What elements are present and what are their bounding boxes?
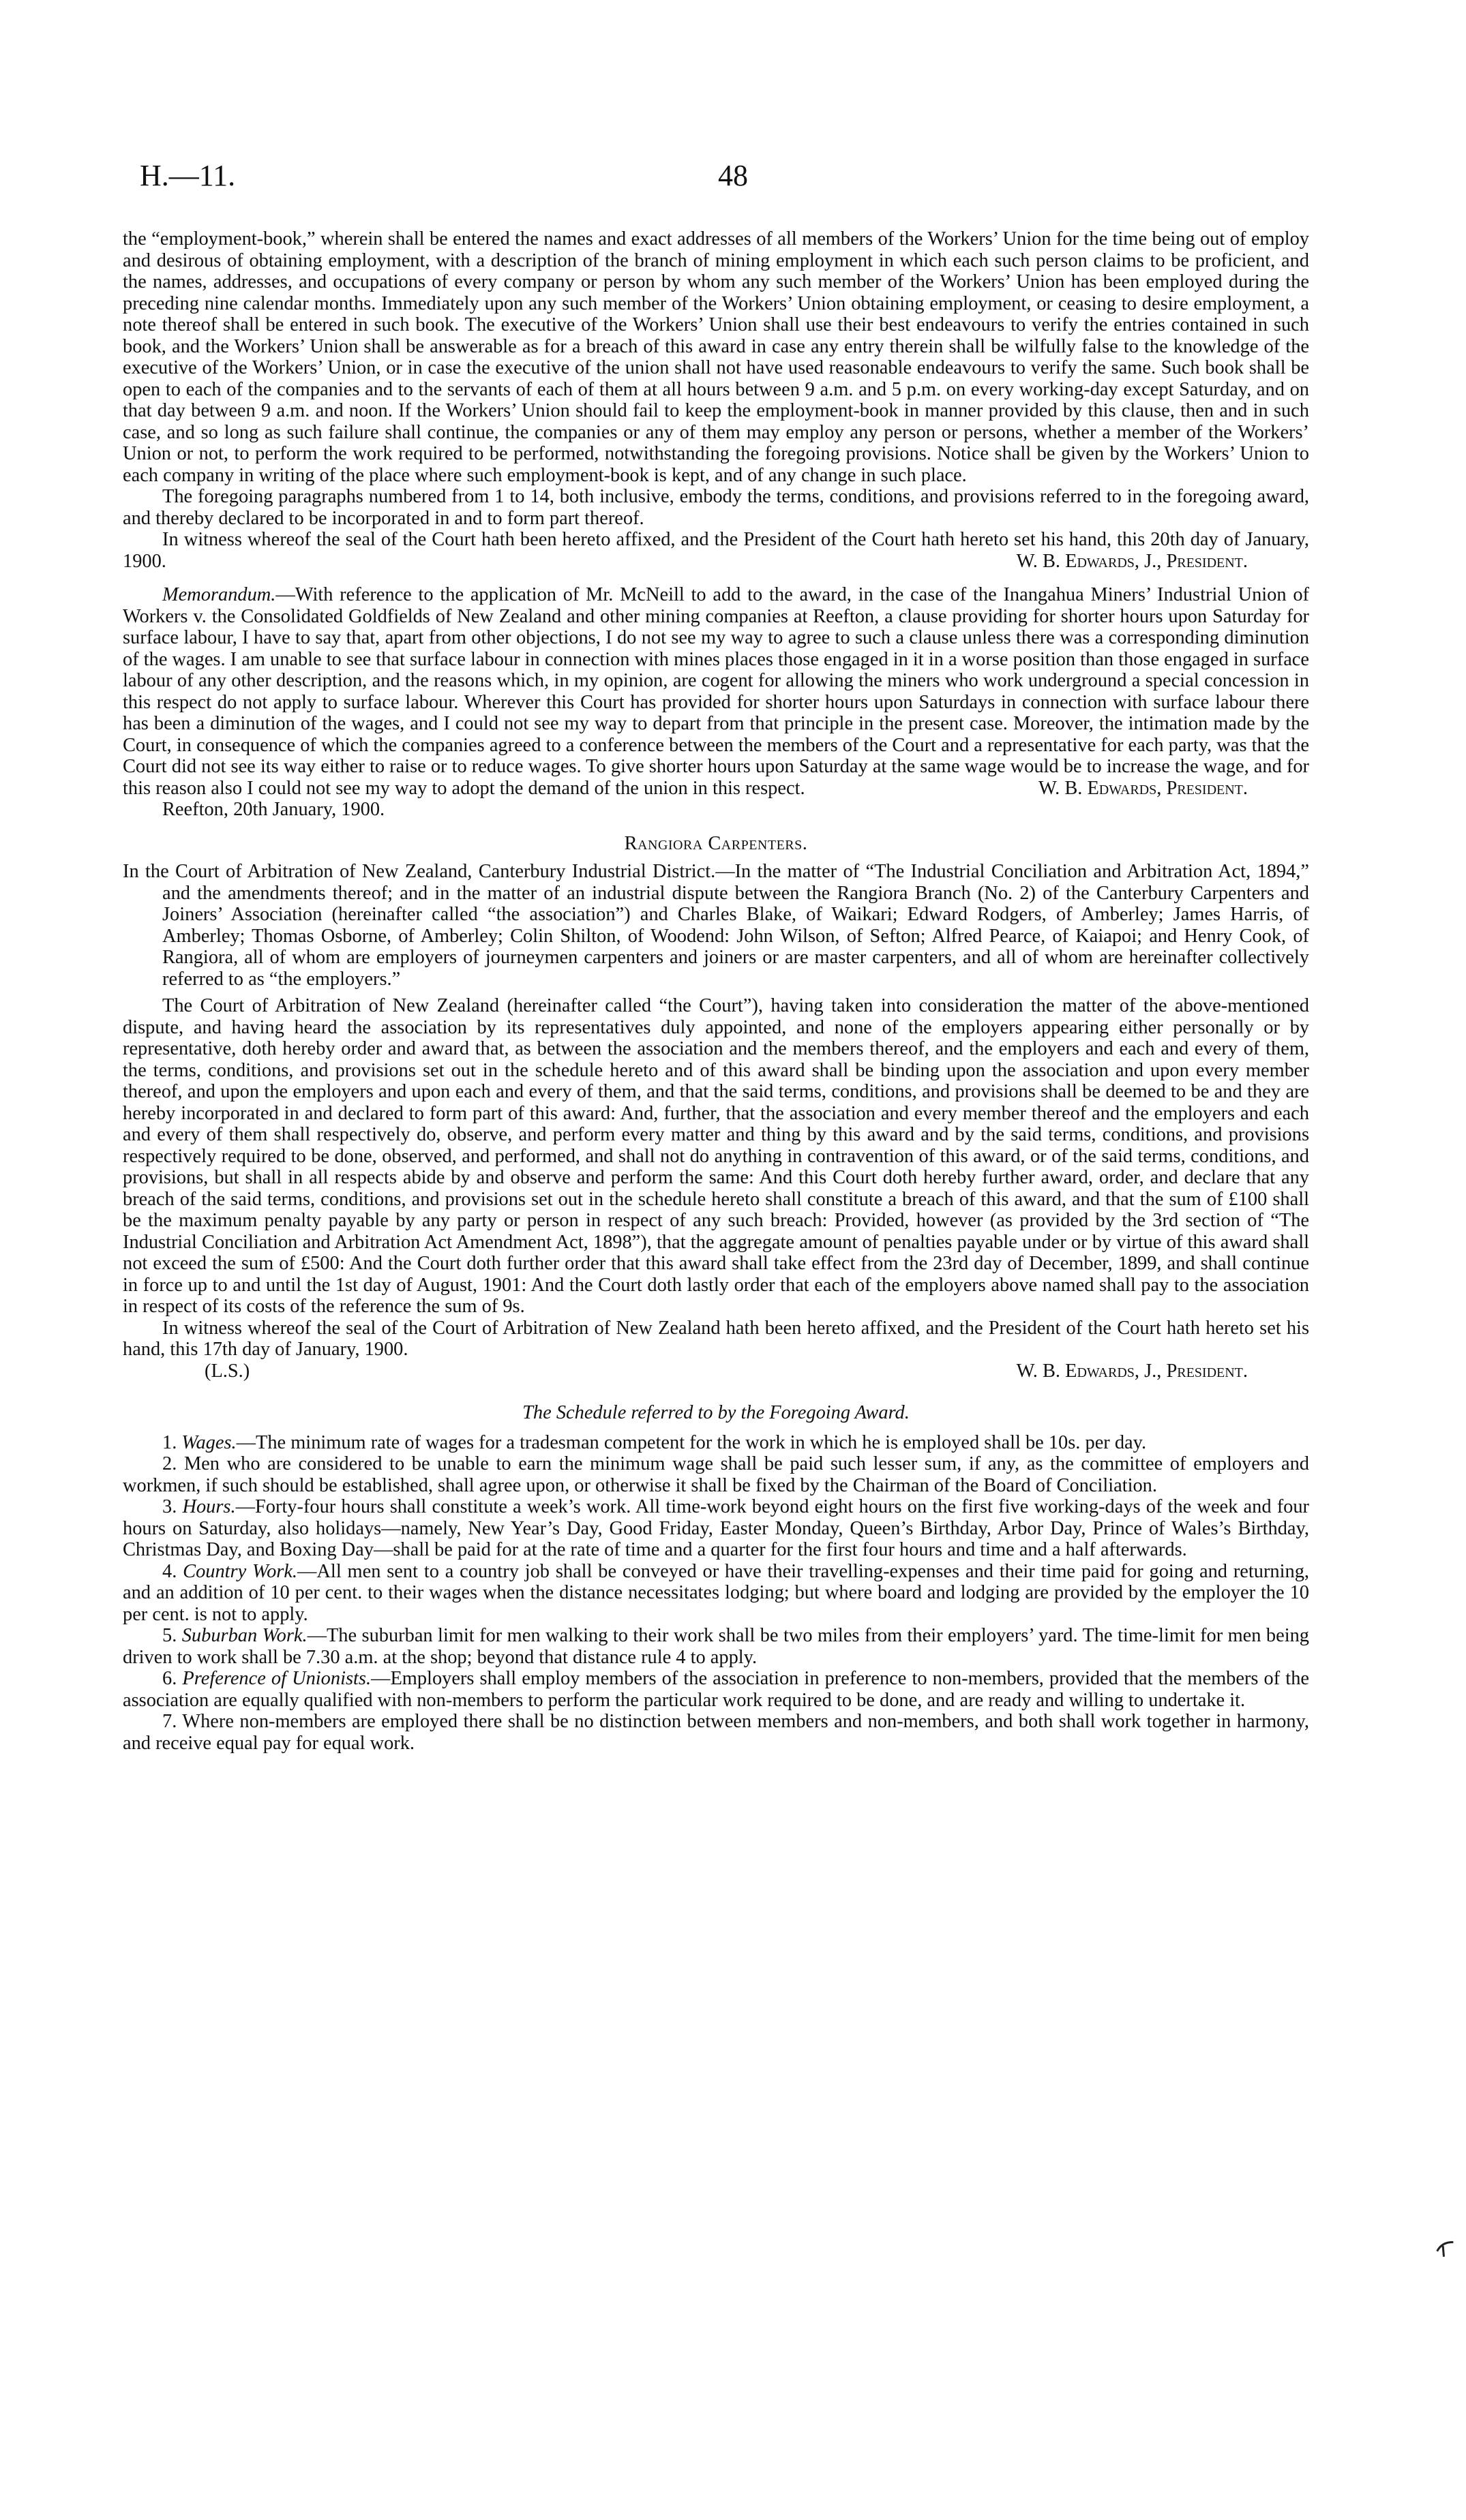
schedule-item: 6. Preference of Unionists.—Employers shall employ members of the association in preference to non-members, provided that the members of the association are equally qualified with non-members to perform the particular work required to be done, and are ready and willing to undertake it. bbox=[123, 1668, 1309, 1711]
continuation-paragraph: the “employment-book,” wherein shall be entered the names and exact addresses of all members of the Workers’ Union for the time being out of employ and desirous of obtaining employment, with a description of the branch of mining employment in which each such person claims to be proficient, and the names, addresses, and occupations of every company or person by whom any such member of the Workers’ Union has been employed during the preceding nine calendar months. Immediately upon any such member of the Workers’ Union obtaining employment, or ceasing to desire employment, a note thereof shall be entered in such book. The executive of the Workers’ Union shall use their best endeavours to verify the entries contained in such book, and the Workers’ Union shall be answerable as for a breach of this award in case any entry therein shall be wilfully false to the knowledge of the executive of the Workers’ Union, or in case the executive of the union shall not have used reasonable endeavours to verify the same. Such book shall be open to each of the companies and to the servants of each of them at all hours between 9 a.m. and 5 p.m. on every working-day except Saturday, and on that day between 9 a.m. and noon. If the Workers’ Union should fail to keep the employment-book in manner provided by this clause, then and in such case, and so long as such failure shall continue, the companies or any of them may employ any person or persons, whether a member of the Workers’ Union or not, to perform the work required to be performed, notwithstanding the foregoing provisions. Notice shall be given by the Workers’ Union to each company in writing of the place where such employment-book is kept, and of any change in such place. bbox=[123, 228, 1309, 486]
foregoing-paragraph: The foregoing paragraphs numbered from 1 to 14, both inclusive, embody the terms, conditions, and provisions referred to in the foregoing award, and thereby declared to be incorporated in and to form part thereof. bbox=[123, 486, 1309, 529]
witness-text: In witness whereof the seal of the Court hath been hereto affixed, and the President of the Court hath hereto set his hand, this 20th day of January, 1900. bbox=[123, 529, 1309, 572]
rangiora-signature: W. B. Edwards, J., President. bbox=[1016, 1360, 1248, 1382]
signature-1: W. B. Edwards, J., President. bbox=[1016, 550, 1248, 572]
margin-scan-mark bbox=[1432, 2230, 1458, 2266]
document-body bbox=[123, 228, 1309, 1754]
memorandum-label: Memorandum. bbox=[162, 584, 276, 605]
rangiora-signature-line bbox=[123, 1361, 1309, 1382]
memorandum-paragraph bbox=[123, 584, 1309, 799]
schedule-item: 1. Wages.—The minimum rate of wages for a tradesman competent for the work in which he is employed shall be 10s. per day. bbox=[162, 1431, 1147, 1453]
seal-mark: (L.S.) bbox=[205, 1360, 250, 1382]
schedule-item: 5. Suburban Work.—The suburban limit for men walking to their work shall be two miles from their employers’ yard. The time-limit for men being driven to work shall be 7.30 a.m. at the shop; beyond that distance rule 4 to apply. bbox=[123, 1625, 1309, 1668]
document-reference: H.—11. bbox=[140, 159, 236, 192]
scan-mark-icon bbox=[1433, 2235, 1458, 2260]
rangiora-witness: In witness whereof the seal of the Court of Arbitration of New Zealand hath been hereto affixed, and the President of the Court hath hereto set his hand, this 17th day of January, 1900. bbox=[123, 1317, 1309, 1360]
memorandum-text: —With reference to the application of Mr. McNeill to add to the award, in the case of the Inangahua Miners’ Industrial Union of Workers v. the Consolidated Goldfields of New Zealand and other mining companies at Reefton, a clause providing for shorter hours upon Saturday for surface labour, I have to say that, apart from other objections, I do not see my way to agree to such a clause unless there was a corresponding diminution of the wages. I am unable to see that surface labour in connection with mines places those engaged in it in a worse position than those engaged in surface labour of any other description, and the reasons which, in my opinion, are cogent for allowing the miners who work underground a special concession in this respect do not apply to surface labour. Wherever this Court has provided for shorter hours upon Saturdays in connection with surface labour there has been a diminution of the wages, and I could not see my way to depart from that principle in the present case. Moreover, the intimation made by the Court, in consequence of which the companies agreed to a conference between the members of the Court and a representative for each party, was that the Court did not see its way either to raise or to reduce wages. To give shorter hours upon Saturday at the same wage would be to increase the wage, and for this reason also I could not see my way to adopt the demand of the union in this respect. bbox=[123, 584, 1309, 799]
witness-paragraph bbox=[123, 529, 1309, 572]
schedule-item: 7. Where non-members are employed there shall be no distinction between members and non-members, and both shall work together in harmony, and receive equal pay for equal work. bbox=[123, 1711, 1309, 1754]
schedule-item: 2. Men who are considered to be unable to earn the minimum wage shall be paid such lesser sum, if any, as the committee of employers and workmen, if such should be established, shall agree upon, or otherwise it shall be fixed by the Chairman of the Board of Conciliation. bbox=[123, 1453, 1309, 1496]
memorandum-place-date: Reefton, 20th January, 1900. bbox=[162, 799, 385, 820]
schedule-title: The Schedule referred to by the Foregoing Award. bbox=[522, 1402, 910, 1423]
schedule-item: 3. Hours.—Forty-four hours shall constitute a week’s work. All time-work beyond eight hours on the first five working-days of the week and four hours on Saturday, also holidays—namely, New Year’s Day, Good Friday, Easter Monday, Queen’s Birthday, Arbor Day, Prince of Wales’s Birthday, Christmas Day, and Boxing Day—shall be paid for at the rate of time and a quarter for the first four hours and time and a half afterwards. bbox=[123, 1496, 1309, 1560]
page-number: 48 bbox=[718, 159, 748, 192]
schedule-item: 4. Country Work.—All men sent to a country job shall be conveyed or have their travelling-expenses and their time paid for going and returning, and an addition of 10 per cent. to their wages when the distance necessitates lodging; but where board and lodging are provided by the employer the 10 per cent. is not to apply. bbox=[123, 1560, 1309, 1625]
section-title-rangiora: Rangiora Carpenters. bbox=[624, 832, 808, 854]
rangiora-intro: In the Court of Arbitration of New Zealand, Canterbury Industrial District.—In the matter of “The Industrial Conciliation and Arbitration Act, 1894,” and the amendments thereof; and in the matter of an industrial dispute between the Rangiora Branch (No. 2) of the Canterbury Carpenters and Joiners’ Association (hereinafter called “the association”) and Charles Blake, of Waikari; Edward Rodgers, of Amberley; James Harris, of Amberley; Thomas Osborne, of Amberley; Colin Shilton, of Woodend: John Wilson, of Sefton; Alfred Pearce, of Kaiapoi; and Henry Cook, of Rangiora, all of whom are employers of journeymen carpenters and joiners or are master carpenters, and all of whom are hereinafter collectively referred to as “the employers.” bbox=[123, 861, 1309, 990]
rangiora-award: The Court of Arbitration of New Zealand (hereinafter called “the Court”), having taken into consideration the matter of the above-mentioned dispute, and having heard the association by its representatives duly appointed, and none of the employers appearing either personally or by representative, doth hereby order and award that, as between the association and the members thereof, and the employers and each and every of them, the terms, conditions, and provisions set out in the schedule hereto and of this award shall be binding upon the association and upon every member thereof, and upon the employers and upon each and every of them, and that the said terms, conditions, and provisions shall be deemed to be and they are hereby incorporated in and declared to form part of this award: And, further, that the association and every member thereof and the employers and each and every of them shall respectively do, observe, and perform every matter and thing by this award and by the said terms, conditions, and provisions respectively required to be done, observed, and performed, and shall not do anything in contravention of this award, or of the said terms, conditions, and provisions, but shall in all respects abide by and observe and perform the same: And this Court doth hereby further award, order, and declare that any breach of the said terms, conditions, and provisions set out in the schedule hereto shall constitute a breach of this award, and that the sum of £100 shall be the maximum penalty payable by any party or person in respect of any such breach: Provided, however (as provided by the 3rd section of “The Industrial Conciliation and Arbitration Act Amendment Act, 1898”), that the aggregate amount of penalties payable under or by virtue of this award shall not exceed the sum of £500: And the Court doth further order that this award shall take effect from the 23rd day of December, 1899, and shall continue in force up to and until the 1st day of August, 1901: And the Court doth lastly order that each of the employers above named shall pay to the association in respect of its costs of the reference the sum of 9s. bbox=[123, 995, 1309, 1317]
memorandum-signature: W. B. Edwards, President. bbox=[1038, 777, 1248, 799]
